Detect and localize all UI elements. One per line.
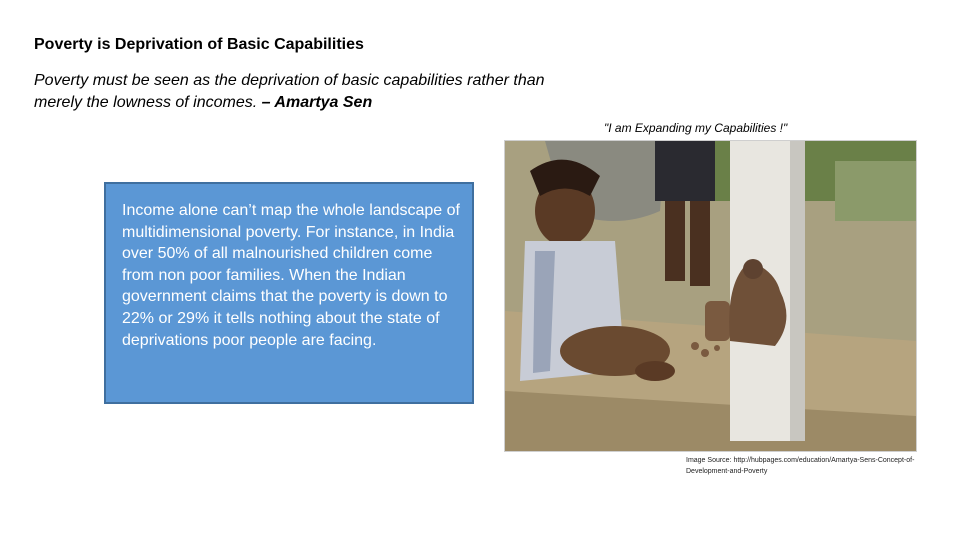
- info-text: Income alone can’t map the whole landscape of multidimensional poverty. For instance, in India over 50% of all malnourished children come from non poor families. When the Indian government claims that the poverty is down to 22% or 29% it tells nothing about the state of deprivations poor people are facing.: [122, 202, 460, 349]
- child-playing-photo: [504, 140, 917, 452]
- slide-title: Poverty is Deprivation of Basic Capabilities: [34, 36, 364, 53]
- quote-text: Poverty must be seen as the deprivation of basic capabilities rather than merely the lowness of incomes.: [34, 72, 545, 111]
- info-callout-box: [104, 182, 474, 404]
- image-caption: "I am Expanding my Capabilities !": [604, 121, 788, 135]
- image-source-note: Image Source: http://hubpages.com/education/Amartya-Sens-Concept-of-Development-and-Poverty: [686, 457, 915, 475]
- quote-author: – Amartya Sen: [261, 94, 373, 111]
- quote: [34, 70, 594, 114]
